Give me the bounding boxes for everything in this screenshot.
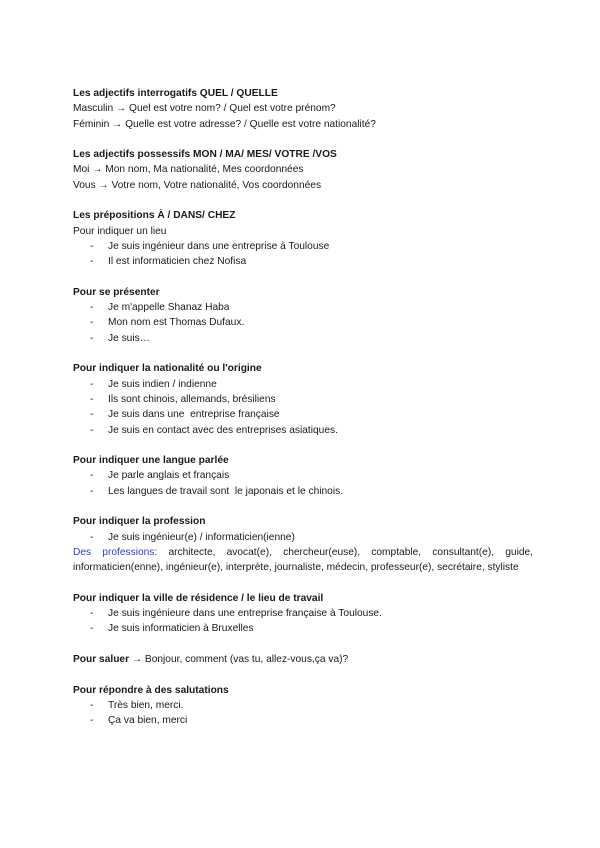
section-heading: Pour indiquer la ville de résidence / le lieu de travail: [73, 592, 324, 604]
bullet-item: [73, 254, 533, 269]
section-heading: Pour se présenter: [73, 286, 160, 298]
spacer: [73, 576, 533, 591]
bullet-text: Je m'appelle Shanaz Haba: [108, 302, 230, 314]
section-heading: Pour indiquer une langue parlée: [73, 455, 229, 467]
section-profession: [73, 514, 533, 575]
section-repondre: [73, 683, 533, 729]
bullet-item: [73, 606, 533, 621]
bullet-item: [73, 484, 533, 499]
section-residence: [73, 591, 533, 637]
bullet-item: [73, 392, 533, 407]
section-saluer: [73, 652, 533, 667]
bullet-text: Je suis…: [108, 332, 150, 344]
bullet-text: Ils sont chinois, allemands, brésiliens: [108, 393, 276, 405]
bullet-text: Les langues de travail sont le japonais et le chinois.: [108, 485, 344, 497]
professions-list: architecte, avocat(e), chercheur(euse), comptable, consultant(e), guide, informaticien(enne), ingénieur(e), interprète, journaliste, médecin, professeur(e), secrétaire, styliste: [73, 546, 533, 574]
bullet-dash: -: [90, 531, 94, 543]
bullet-text: Mon nom est Thomas Dufaux.: [108, 317, 245, 329]
bullet-item: [73, 331, 533, 346]
spacer: [73, 637, 533, 652]
bullet-dash: -: [90, 332, 94, 344]
bullet-item: [73, 239, 533, 254]
professions-paragraph: [73, 545, 533, 576]
bullet-dash: -: [90, 623, 94, 635]
bullet-text: Je suis ingénieur dans une entreprise à Toulouse: [108, 240, 330, 252]
section-possessifs: [73, 147, 533, 193]
bullet-dash: -: [90, 378, 94, 390]
text-line: Masculin → Quel est votre nom? / Quel est votre prénom?: [73, 103, 336, 115]
spacer: [73, 438, 533, 453]
bullet-text: Ça va bien, merci: [108, 715, 188, 727]
bullet-item: [73, 407, 533, 422]
section-prepositions: [73, 208, 533, 269]
section-heading: Les prépositions À / DANS/ CHEZ: [73, 210, 236, 222]
bullet-text: Je suis informaticien à Bruxelles: [108, 623, 254, 635]
bullet-dash: -: [90, 302, 94, 314]
bullet-text: Il est informaticien chez Nofisa: [108, 256, 247, 268]
bullet-dash: -: [90, 256, 94, 268]
bullet-dash: -: [90, 424, 94, 436]
bullet-dash: -: [90, 393, 94, 405]
bullet-text: Je suis en contact avec des entreprises asiatiques.: [108, 424, 338, 436]
bullet-item: [73, 300, 533, 315]
bullet-dash: -: [90, 699, 94, 711]
bullet-dash: -: [90, 608, 94, 620]
bullet-text: Je parle anglais et français: [108, 470, 230, 482]
section-heading: Pour répondre à des salutations: [73, 684, 229, 696]
bullet-item: [73, 530, 533, 545]
section-heading: Pour indiquer la nationalité ou l'origine: [73, 363, 262, 375]
bullet-dash: -: [90, 715, 94, 727]
intro-line: Pour indiquer un lieu: [73, 225, 167, 237]
professions-label: Des professions:: [73, 546, 158, 558]
bullet-item: [73, 377, 533, 392]
section-langue: [73, 453, 533, 499]
spacer: [73, 132, 533, 147]
section-heading: Les adjectifs possessifs MON / MA/ MES/ VOTRE /VOS: [73, 149, 337, 161]
bullet-item: [73, 713, 533, 728]
bullet-item: [73, 423, 533, 438]
spacer: [73, 667, 533, 682]
text-line: Féminin → Quelle est votre adresse? / Quelle est votre nationalité?: [73, 118, 376, 130]
bullet-dash: -: [90, 485, 94, 497]
bullet-dash: -: [90, 470, 94, 482]
section-heading: Les adjectifs interrogatifs QUEL / QUELLE: [73, 88, 278, 99]
bullet-dash: -: [90, 409, 94, 421]
spacer: [73, 193, 533, 208]
bullet-dash: -: [90, 317, 94, 329]
bullet-item: [73, 468, 533, 483]
section-presenter: [73, 285, 533, 346]
bullet-text: Je suis dans une entreprise française: [108, 409, 280, 421]
text-line: Vous → Votre nom, Votre nationalité, Vos coordonnées: [73, 179, 322, 191]
section-heading: Pour saluer: [73, 653, 130, 665]
section-heading: Pour indiquer la profession: [73, 516, 206, 528]
spacer: [73, 346, 533, 361]
bullet-text: Je suis ingénieur(e) / informaticien(ienne): [108, 531, 295, 543]
text-line: Moi → Mon nom, Ma nationalité, Mes coordonnées: [73, 164, 304, 176]
section-interrogatifs: [73, 86, 533, 132]
inline-text: → Bonjour, comment (vas tu, allez-vous,ça va)?: [129, 653, 349, 665]
section-nationalite: [73, 361, 533, 437]
bullet-text: Très bien, merci.: [108, 699, 184, 711]
bullet-text: Je suis indien / indienne: [108, 378, 217, 390]
bullet-item: [73, 698, 533, 713]
spacer: [73, 499, 533, 514]
document-page: [73, 86, 533, 728]
bullet-text: Je suis ingénieure dans une entreprise française à Toulouse.: [108, 608, 382, 620]
bullet-item: [73, 315, 533, 330]
bullet-dash: -: [90, 240, 94, 252]
bullet-item: [73, 621, 533, 636]
spacer: [73, 270, 533, 285]
